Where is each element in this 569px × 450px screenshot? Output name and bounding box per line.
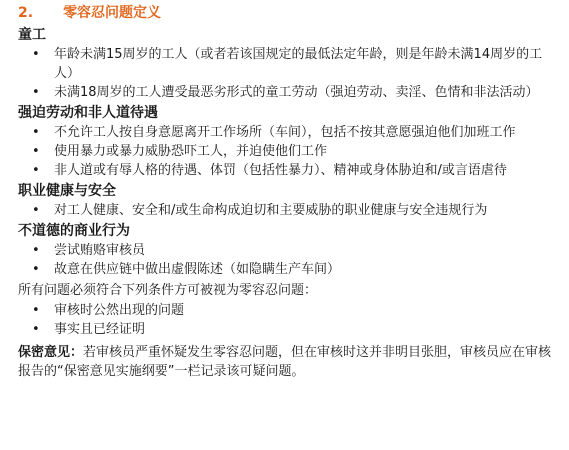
unethical-business-heading: 不道德的商业行为 bbox=[18, 223, 130, 239]
conditions-list bbox=[18, 301, 555, 339]
unethical-business-list bbox=[18, 241, 555, 279]
section-number: 2. bbox=[18, 5, 34, 21]
list-item: • 审核时公然出现的问题 bbox=[54, 301, 555, 320]
list-item: • 不允许工人按自身意愿离开工作场所（车间），包括不按其意愿强迫他们加班工作 bbox=[54, 123, 555, 142]
list-item: • 未满18周岁的工人遭受最恶劣形式的童工劳动（强迫劳动、卖淫、色情和非法活动） bbox=[54, 83, 555, 102]
list-item: • 对工人健康、安全和/或生命构成迫切和主要威胁的职业健康与安全违规行为 bbox=[54, 201, 555, 220]
list-item: • 故意在供应链中做出虚假陈述（如隐瞒生产车间） bbox=[54, 260, 555, 279]
health-safety-heading: 职业健康与安全 bbox=[18, 183, 116, 199]
list-item: • 事实且已经证明 bbox=[54, 320, 555, 339]
confidential-text: 若审核员严重怀疑发生零容忍问题，但在审核时这并非明目张胆，审核员应在审核报告的“保密意见实施纲要”一栏记录该可疑问题。 bbox=[18, 345, 552, 379]
forced-labor-heading: 强迫劳动和非人道待遇 bbox=[18, 105, 158, 121]
section-heading bbox=[18, 4, 555, 23]
list-item: • 年龄未满15周岁的工人（或者若该国规定的最低法定年龄，则是年龄未满14周岁的工人） bbox=[54, 45, 555, 83]
confidential-note bbox=[18, 343, 555, 381]
child-labor-heading: 童工 bbox=[18, 27, 46, 43]
confidential-label: 保密意见： bbox=[18, 345, 84, 360]
health-safety-list bbox=[18, 201, 555, 220]
conditions-intro: 所有问题必须符合下列条件方可被视为零容忍问题： bbox=[18, 283, 318, 298]
forced-labor-list bbox=[18, 123, 555, 180]
child-labor-list bbox=[18, 45, 555, 102]
list-item: • 非人道或有辱人格的待遇、体罚（包括性暴力）、精神或身体胁迫和/或言语虐待 bbox=[54, 161, 555, 180]
list-item: • 使用暴力或暴力威胁恐吓工人，并迫使他们工作 bbox=[54, 142, 555, 161]
list-item: • 尝试贿赂审核员 bbox=[54, 241, 555, 260]
section-title: 零容忍问题定义 bbox=[63, 5, 162, 21]
